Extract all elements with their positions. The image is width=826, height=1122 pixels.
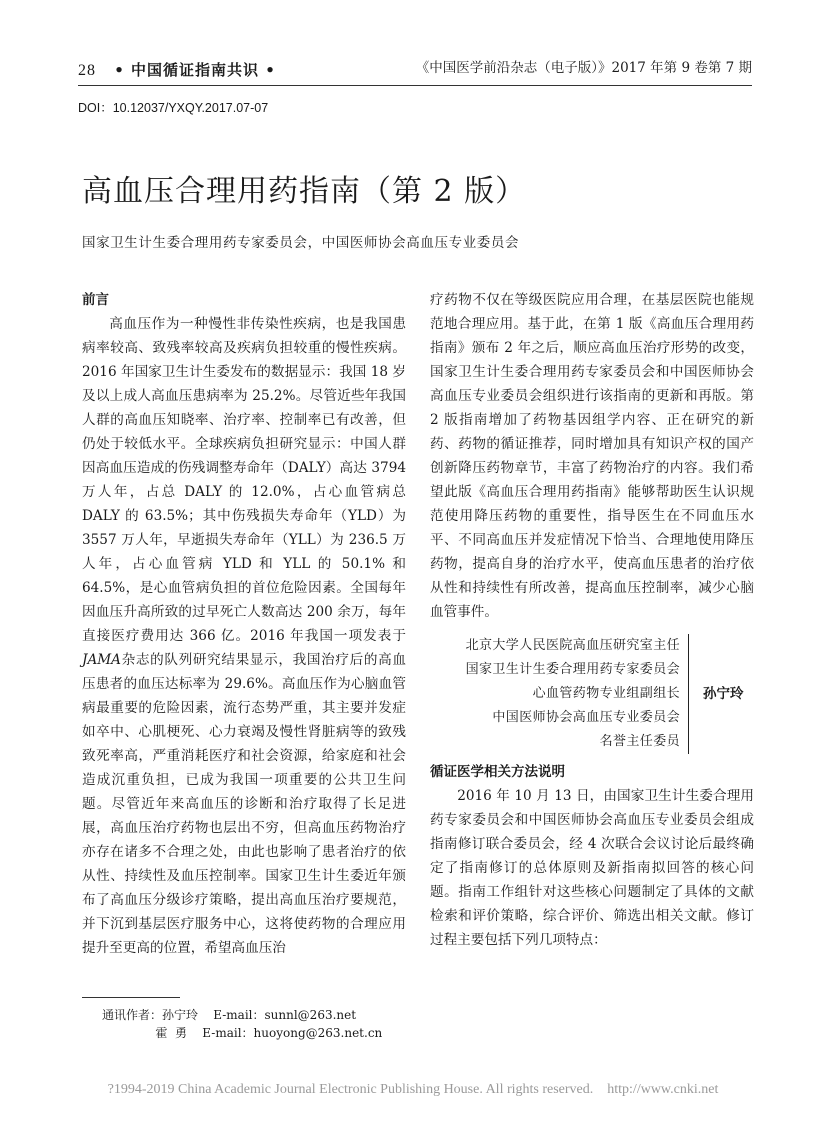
signature-line: 中国医师协会高血压专业委员会 (492, 710, 680, 725)
running-header-left (78, 59, 276, 80)
journal-name-jama: JAMA (82, 652, 122, 668)
right-column (430, 288, 754, 952)
preface-paragraph (82, 312, 406, 960)
article-authors: 国家卫生计生委合理用药专家委员会，中国医师协会高血压专业委员会 (82, 235, 520, 251)
page-number: 28 (78, 62, 96, 79)
signature-name: 孙宁玲 (703, 686, 744, 702)
signature-block (430, 634, 754, 754)
copyright-footer: ?1994-2019 China Academic Journal Electronic Publishing House. All rights reserved. http://www.cnki.net (107, 1082, 719, 1097)
section-label: • 中国循证指南共识 • (114, 61, 276, 79)
doi-link[interactable]: DOI：10.12037/YXQY.2017.07-07 (78, 101, 269, 115)
corresponding-authors (102, 1006, 382, 1042)
journal-citation: 《中国医学前沿杂志（电子版）》2017 年第 9 卷第 7 期 (415, 60, 752, 76)
preface-continuation: 疗药物不仅在等级医院应用合理，在基层医院也能规范地合理应用。基于此，在第 1 版《高血压合理用药指南》颁布 2 年之后，顺应高血压治疗形势的改变，国家卫生计生委合理用药专家委员会和中国医师协会高血压专业委员会组织进行该指南的更新和再版。第 2 版指南增加了药物基因组学内容、正在研究的新药、药物的循证推荐，同时增加具有知识产权的国产创新降压药物章节，丰富了药物治疗的内容。我们希望此版《高血压合理用药指南》能够帮助医生认识规范使用降压药物的重要性，指导医生在不同血压水平、不同高血压并发症情况下恰当、合理地使用降压药物，提高自身的治疗水平，使高血压患者的治疗依从性和持续性有所改善，提高血压控制率，减少心脑血管事件。 (430, 292, 754, 620)
header-rule (78, 85, 752, 86)
section-heading-preface: 前言 (82, 292, 109, 308)
preface-text-b: 杂志的队列研究结果显示，我国治疗后的高血压患者的血压达标率为 29.6%。高血压作为心脑血管病最重要的危险因素，流行态势严重，其主要并发症如卒中、心肌梗死、心力衰竭及慢性肾脏病等的致残致死率高，严重消耗医疗和社会资源，给家庭和社会造成沉重负担，已成为我国一项重要的公共卫生问题。尽管近年来高血压的诊断和治疗取得了长足进展，高血压治疗药物也层出不穷，但高血压药物治疗亦存在诸多不合理之处，由此也影响了患者治疗的依从性、持续性及血压控制率。国家卫生计生委近年颁布了高血压分级诊疗策略，提出高血压治疗要规范，并下沉到基层医疗服务中心，这将使药物的合理应用提升至更高的位置，希望高血压治 (82, 652, 406, 956)
article-title: 高血压合理用药指南（第 2 版） (82, 174, 527, 209)
left-column (82, 288, 406, 960)
signature-titles (430, 634, 689, 754)
signature-line: 北京大学人民医院高血压研究室主任 (465, 638, 680, 653)
signature-line: 国家卫生计生委合理用药专家委员会 (465, 662, 680, 677)
signature-line: 名誉主任委员 (599, 734, 680, 749)
signature-line: 心血管药物专业组副组长 (532, 686, 680, 701)
section-heading-methods: 循证医学相关方法说明 (430, 764, 565, 780)
methods-paragraph: 2016 年 10 月 13 日，由国家卫生计生委合理用药专家委员会和中国医师协会高血压专业委员会组成指南修订联合委员会，经 4 次联合会议讨论后最终确定了指南修订的总体原则及新指南拟回答的核心问题。指南工作组针对这些核心问题制定了具体的文献检索和评价策略，综合评价、筛选出相关文献。修订过程主要包括下列几项特点： (430, 788, 754, 948)
preface-text-a: 高血压作为一种慢性非传染性疾病，也是我国患病率较高、致残率较高及疾病负担较重的慢性疾病。2016 年国家卫生计生委发布的数据显示：我国 18 岁及以上成人高血压患病率为 25.2%。尽管近些年我国人群的高血压知晓率、治疗率、控制率已有改善，但仍处于较低水平。全球疾病负担研究显示：中国人群因高血压造成的伤残调整寿命年（DALY）高达 3794 万人年，占总 DALY 的 12.0%，占心血管病总 DALY 的 63.5%；其中伤残损失寿命年（YLD）为 3557 万人年，早逝损失寿命年（YLL）为 236.5 万人年，占心血管病 YLD 和 YLL 的 50.1% 和 64.5%，是心血管病负担的首位危险因素。全国每年因血压升高所致的过早死亡人数高达 200 余万，每年直接医疗费用达 366 亿。2016 年我国一项发表于 (82, 316, 406, 644)
footnote-rule (82, 997, 180, 998)
footnote-line: 霍 勇 E-mail：huoyong@263.net.cn (102, 1026, 383, 1040)
footnote-line: 通讯作者：孙宁玲 E-mail：sunnl@263.net (102, 1008, 357, 1022)
